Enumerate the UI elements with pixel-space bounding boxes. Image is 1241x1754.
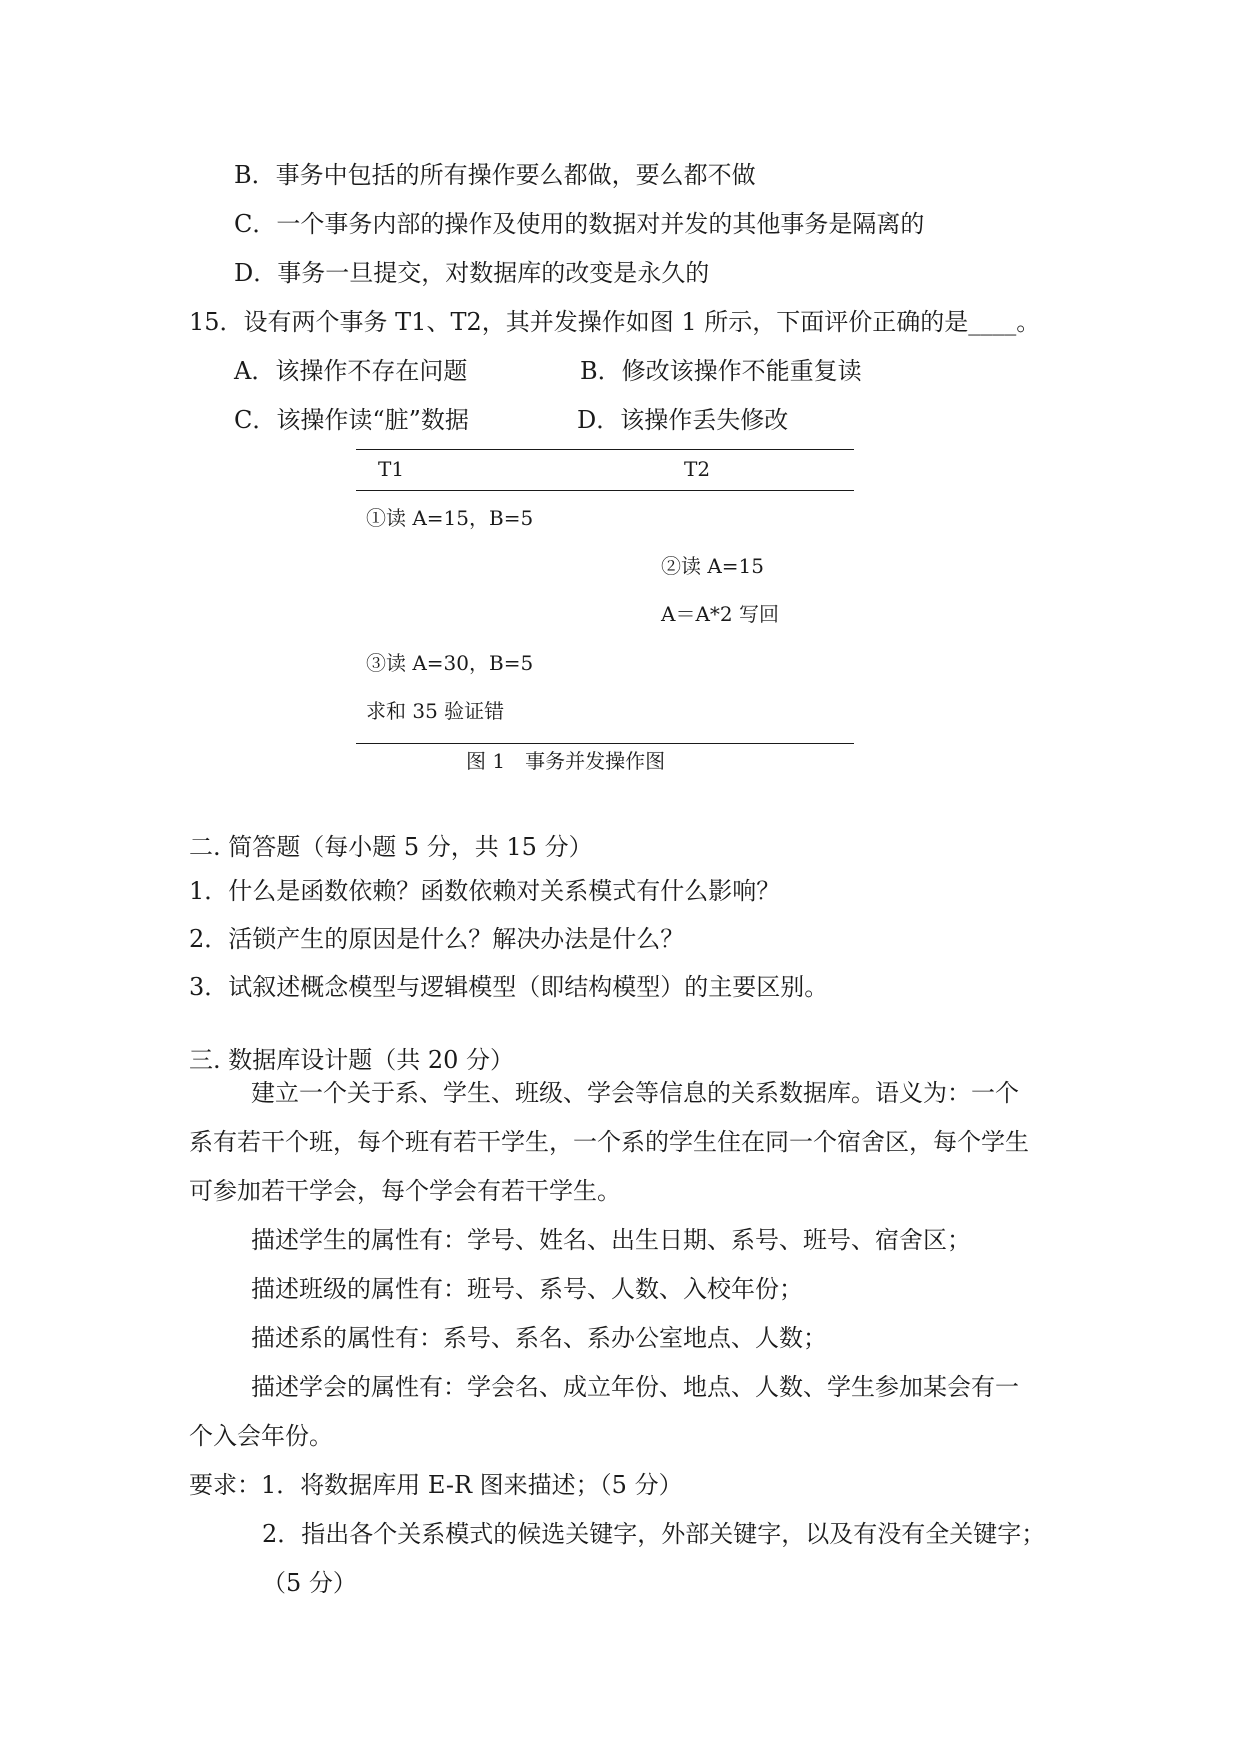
section-2-title: 二. 简答题（每小题 5 分，共 15 分） xyxy=(189,833,593,861)
figure-1-caption: 图 1 事务并发操作图 xyxy=(466,749,666,773)
section-3-title: 三. 数据库设计题（共 20 分） xyxy=(189,1046,515,1074)
t1-step-3: ③读 A=30，B=5 xyxy=(366,651,534,675)
q14-option-d: D．事务一旦提交，对数据库的改变是永久的 xyxy=(234,259,710,287)
society-attributes-line-1: 描述学会的属性有：学会名、成立年份、地点、人数、学生参加某会有一 xyxy=(251,1373,1019,1401)
section-2-question-3: 3．试叙述概念模型与逻辑模型（即结构模型）的主要区别。 xyxy=(189,973,829,1001)
q15-option-d: D．该操作丢失修改 xyxy=(577,406,789,434)
requirement-1: 要求：1．将数据库用 E-R 图来描述；（5 分） xyxy=(189,1471,683,1499)
class-attributes: 描述班级的属性有：班号、系号、人数、入校年份； xyxy=(251,1275,803,1303)
q15-option-a: A．该操作不存在问题 xyxy=(234,357,468,385)
section-3-paragraph-line-2: 系有若干个班，每个班有若干学生，一个系的学生住在同一个宿舍区，每个学生 xyxy=(189,1128,1029,1156)
section-3-paragraph-line-1: 建立一个关于系、学生、班级、学会等信息的关系数据库。语义为：一个 xyxy=(251,1079,1019,1107)
section-2-question-1: 1．什么是函数依赖？函数依赖对关系模式有什么影响？ xyxy=(189,877,781,905)
section-2-question-2: 2．活锁产生的原因是什么？解决办法是什么？ xyxy=(189,925,685,953)
table-bottom-rule xyxy=(356,743,854,744)
student-attributes: 描述学生的属性有：学号、姓名、出生日期、系号、班号、宿舍区； xyxy=(251,1226,971,1254)
q15-stem: 15．设有两个事务 T1、T2，其并发操作如图 1 所示，下面评价正确的是____。 xyxy=(189,308,1041,336)
t1-step-3-verify: 求和 35 验证错 xyxy=(366,699,505,723)
q14-option-c: C．一个事务内部的操作及使用的数据对并发的其他事务是隔离的 xyxy=(234,210,925,238)
table-header-rule xyxy=(356,490,854,491)
t2-step-2: ②读 A=15 xyxy=(661,554,765,578)
q14-option-b: B．事务中包括的所有操作要么都做，要么都不做 xyxy=(234,161,756,189)
section-3-paragraph-line-3: 可参加若干学会，每个学会有若干学生。 xyxy=(189,1177,621,1205)
department-attributes: 描述系的属性有：系号、系名、系办公室地点、人数； xyxy=(251,1324,827,1352)
society-attributes-line-2: 个入会年份。 xyxy=(189,1422,333,1450)
table-top-rule xyxy=(356,449,854,450)
table-header-t1: T1 xyxy=(378,457,405,481)
t2-step-2-write: A＝A*2 写回 xyxy=(661,602,779,626)
t1-step-1: ①读 A=15，B=5 xyxy=(366,506,534,530)
requirement-2-line-1: 2．指出各个关系模式的候选关键字，外部关键字，以及有没有全关键字； xyxy=(262,1520,1046,1548)
q15-option-c: C．该操作读“脏”数据 xyxy=(234,406,469,434)
table-header-t2: T2 xyxy=(684,457,711,481)
q15-option-b: B．修改该操作不能重复读 xyxy=(580,357,862,385)
requirement-2-line-2: （5 分） xyxy=(262,1569,357,1597)
